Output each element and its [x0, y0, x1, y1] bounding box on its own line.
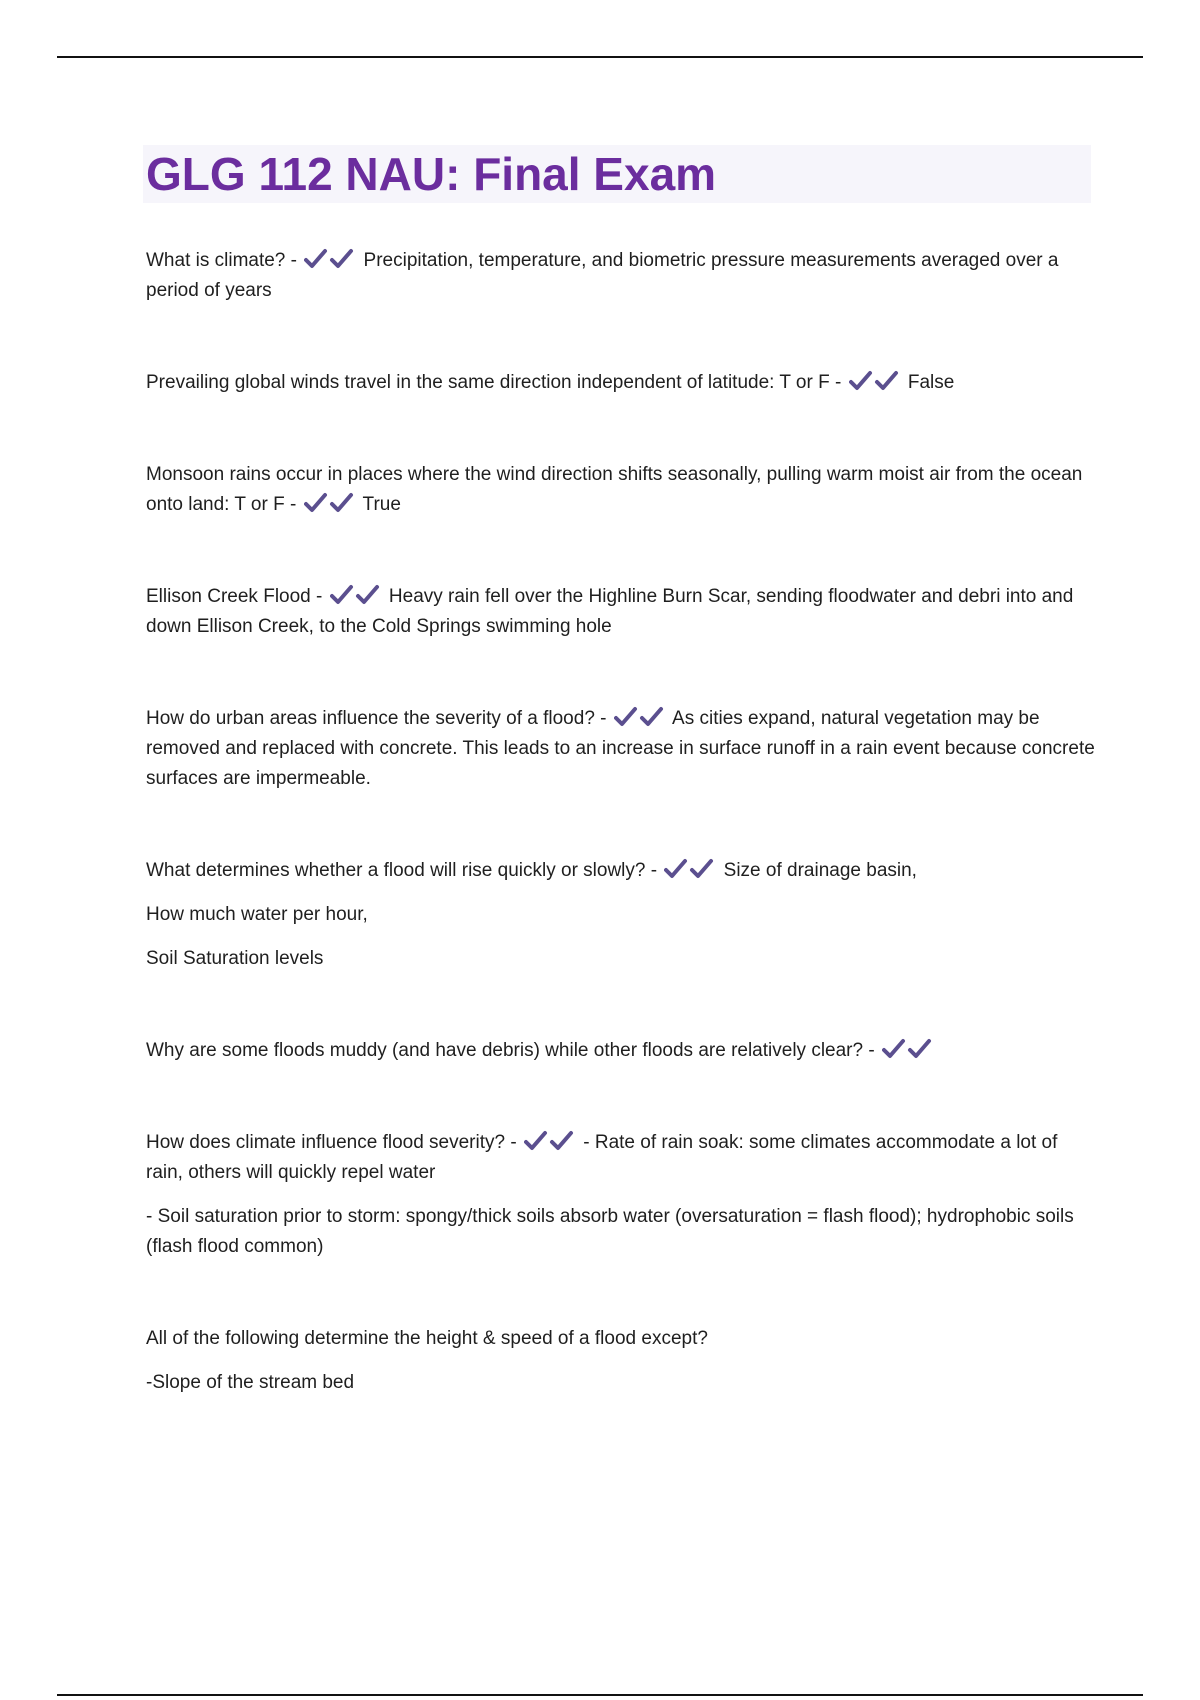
question-text: Monsoon rains occur in places where the wind direction shifts seasonally, pulling warm moist air from the ocean onto land: T or F -: [146, 464, 1083, 516]
bottom-rule: [57, 1694, 1143, 1696]
answer-continuation: Soil Saturation levels: [146, 948, 324, 970]
trailing-question: All of the following determine the height & speed of a flood except?: [146, 1328, 708, 1350]
question-text: Prevailing global winds travel in the same direction independent of latitude: T or F -: [146, 372, 842, 394]
qa-item: [146, 246, 1096, 306]
double-check-icon: [664, 854, 716, 884]
trailing-option: -Slope of the stream bed: [146, 1372, 355, 1394]
double-check-icon: [524, 1126, 576, 1156]
qa-item: [146, 1128, 1096, 1188]
qa-item: [146, 368, 1096, 398]
answer-text: Heavy rain fell over the Highline Burn Scar, sending floodwater and debri into and down Ellison Creek, to the Cold Springs swimming hole: [146, 586, 1074, 638]
double-check-icon: [304, 488, 356, 518]
question-text: Why are some floods muddy (and have debris) while other floods are relatively clear? -: [146, 1040, 875, 1062]
question-text: What is climate? -: [146, 250, 297, 272]
double-check-icon: [330, 580, 382, 610]
double-check-icon: [849, 366, 901, 396]
question-text: Ellison Creek Flood -: [146, 586, 323, 608]
answer-text: Size of drainage basin,: [723, 860, 917, 882]
exam-content: [146, 246, 1096, 1398]
qa-item: [146, 856, 1096, 886]
double-check-icon: [882, 1034, 934, 1064]
answer-text: True: [362, 494, 401, 516]
question-text: How do urban areas influence the severity of a flood? -: [146, 708, 607, 730]
top-rule: [57, 56, 1143, 58]
answer-text: False: [907, 372, 955, 394]
double-check-icon: [614, 702, 666, 732]
answer-text: As cities expand, natural vegetation may be removed and replaced with concrete. This leads to an increase in surface runoff in a rain event because concrete surfaces are impermeable.: [146, 708, 1095, 790]
question-text: How does climate influence flood severity? -: [146, 1132, 517, 1154]
qa-item: [146, 582, 1096, 642]
question-text: What determines whether a flood will rise quickly or slowly? -: [146, 860, 658, 882]
answer-text: Precipitation, temperature, and biometric pressure measurements averaged over a period of years: [146, 250, 1059, 302]
qa-item: [146, 1036, 1096, 1066]
answer-text: - Rate of rain soak: some climates accommodate a lot of rain, others will quickly repel water: [146, 1132, 1058, 1184]
double-check-icon: [304, 244, 356, 274]
qa-item: [146, 704, 1096, 794]
page-title: GLG 112 NAU: Final Exam: [146, 148, 717, 200]
answer-continuation: How much water per hour,: [146, 904, 368, 926]
answer-continuation: - Soil saturation prior to storm: spongy/thick soils absorb water (oversaturation = flash flood); hydrophobic soils (flash flood common): [146, 1206, 1074, 1258]
qa-item: [146, 460, 1096, 520]
